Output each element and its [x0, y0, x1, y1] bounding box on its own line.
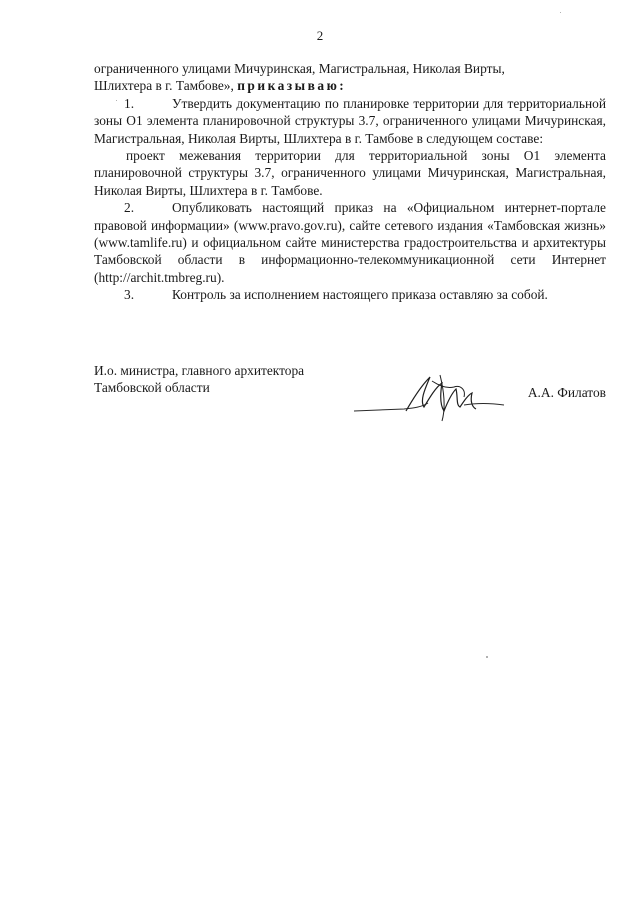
- scan-speck: [560, 12, 561, 13]
- scan-speck: [486, 656, 488, 658]
- signature-block: [94, 362, 606, 432]
- item-text: Контроль за исполнением настоящего приказа оставляю за собой.: [172, 287, 548, 303]
- item-text: Опубликовать настоящий приказ на «Официальном интернет-портале правовой информации» (www.pravo.gov.ru), сайте сетевого издания «Тамбовская жизнь» (www.tamlife.ru) и официальном сайте министерства градостроительства и архитектуры Тамбовской области в информационно-телекоммуникационной сети Интернет (http://archit.tmbreg.ru).: [94, 200, 606, 285]
- signatory-title-line-1: И.о. министра, главного архитектора: [94, 363, 305, 378]
- item-text: Утвердить документацию по планировке территории для территориальной зоны О1 элемента планировочной структуры 3.7, ограниченного улицами Мичуринская, Магистральная, Николая Вирты, Шлихтера в г. Тамбове в следующем составе:: [94, 95, 606, 146]
- page-number: 2: [316, 28, 324, 43]
- order-item-3: [94, 286, 606, 303]
- order-item-1: [94, 95, 606, 147]
- scan-speck: [116, 100, 117, 101]
- order-sub-item: проект межевания территории для территориальной зоны О1 элемента планировочной структуры 3.7, ограниченного улицами Мичуринская, Магистральная, Николая Вирты, Шлихтера в г. Тамбове.: [94, 148, 606, 198]
- item-number: 3.: [124, 287, 135, 303]
- intro-line-2: [94, 77, 606, 94]
- item-number: 1.: [124, 95, 135, 111]
- order-item-2: [94, 199, 606, 286]
- order-keyword: приказываю:: [237, 78, 347, 94]
- item-number: 2.: [124, 200, 135, 216]
- intro-line-1: ограниченного улицами Мичуринская, Магистральная, Николая Вирты,: [94, 61, 505, 76]
- handwritten-signature: [344, 367, 514, 427]
- order-body: [94, 60, 606, 304]
- signatory-title: [94, 362, 304, 397]
- signatory-title-line-2: Тамбовской области: [94, 380, 210, 396]
- intro-line-2-text: Шлихтера в г. Тамбове»,: [94, 78, 234, 94]
- signatory-name: А.А. Филатов: [527, 385, 606, 400]
